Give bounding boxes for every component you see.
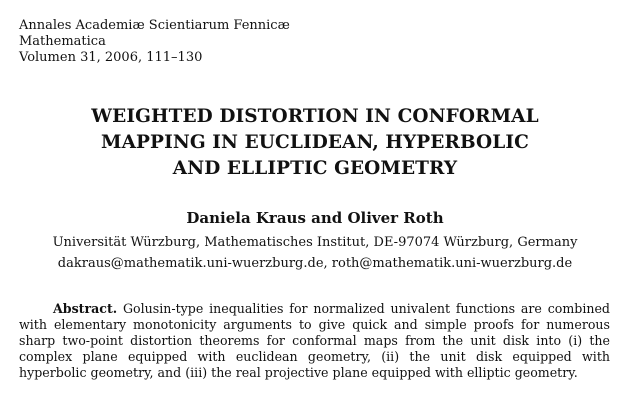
journal-volume: Volumen 31, 2006, 111–130: [19, 50, 203, 65]
title-line-2: MAPPING IN EUCLIDEAN, HYPERBOLIC: [101, 132, 529, 153]
journal-name: Annales Academiæ Scientiarum Fennicæ: [19, 18, 290, 33]
title-line-3: AND ELLIPTIC GEOMETRY: [172, 158, 458, 179]
abstract-text: Golusin-type inequalities for normalized univalent functions are combined with elementary monotonicity arguments to give quick and simple proofs for numerous sharp two-point distortion theorems for conformal maps from the unit disk into (i) the complex plane equipped with euclidean geometry, (ii) the unit disk equipped with hyperbolic geometry, and (iii) the real projective plane equipped with elliptic geometry.: [19, 301, 610, 380]
abstract-label: Abstract.: [53, 301, 118, 316]
paper-authors: Daniela Kraus and Oliver Roth: [186, 209, 444, 227]
abstract: [19, 301, 610, 381]
author-emails: dakraus@mathematik.uni-wuerzburg.de, roth@mathematik.uni-wuerzburg.de: [57, 256, 573, 271]
author-affiliation: Universität Würzburg, Mathematisches Institut, DE-97074 Würzburg, Germany: [52, 235, 578, 250]
paper-title: [40, 104, 590, 182]
journal-header: [19, 18, 379, 66]
journal-series: Mathematica: [19, 34, 106, 49]
title-line-1: WEIGHTED DISTORTION IN CONFORMAL: [91, 106, 539, 127]
